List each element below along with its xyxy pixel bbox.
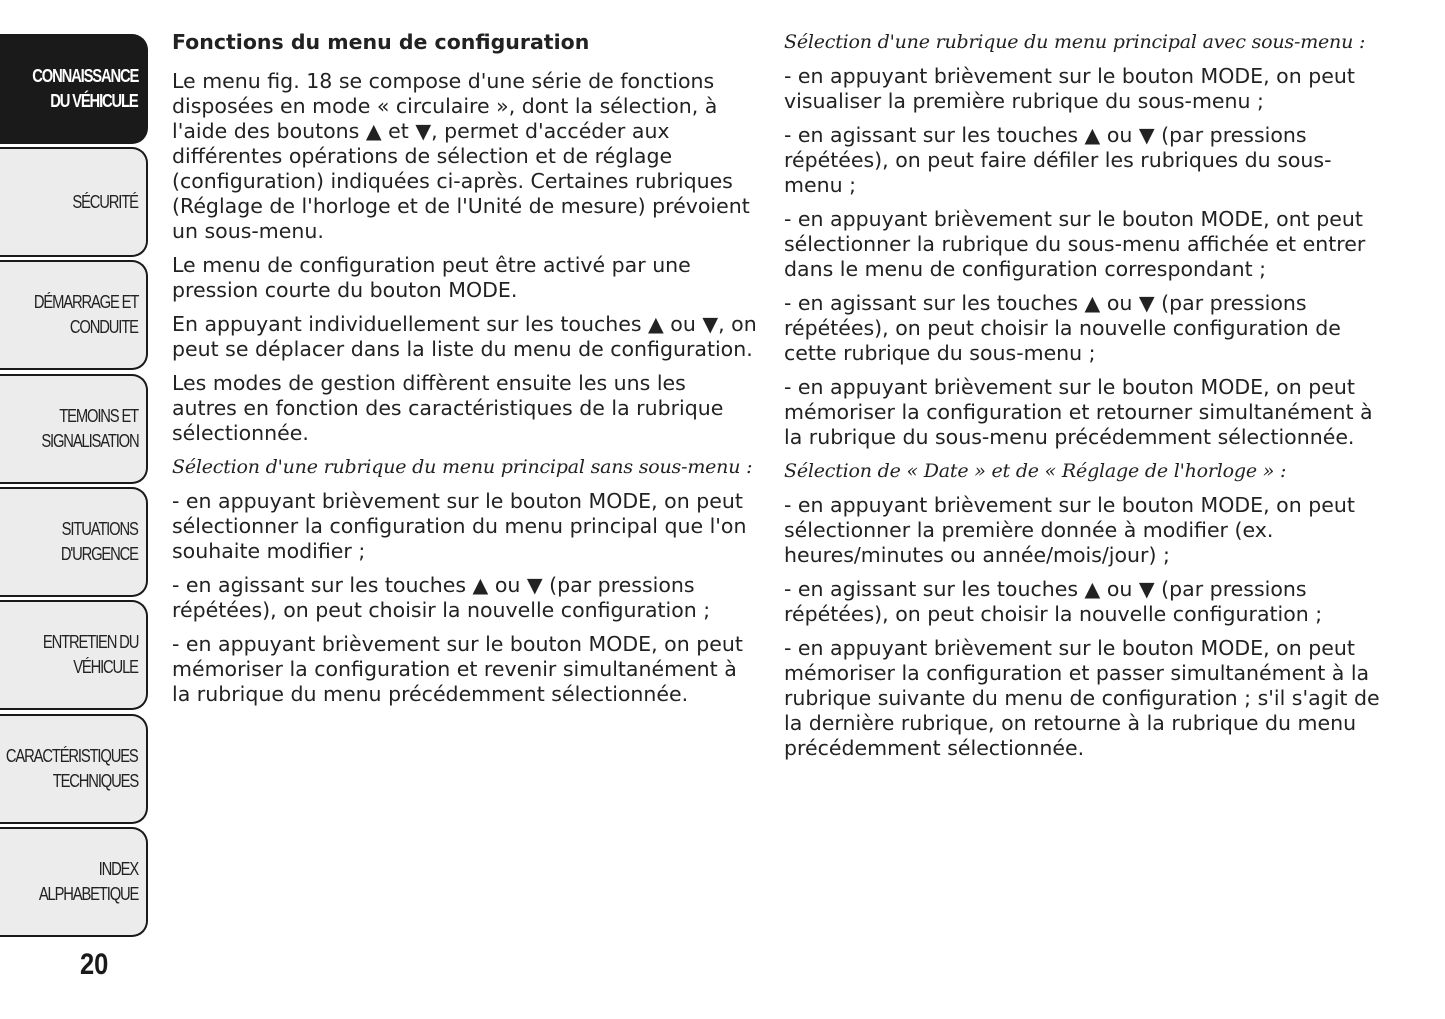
list-item: - en appuyant brièvement sur le bouton MODE, on peut sélectionner la configuration du menu principal que l'on souhaite modifier ; [172,489,747,563]
paragraph: Les modes de gestion diffèrent ensuite les uns les autres en fonction des caractéristiques de la rubrique sélectionnée. [172,371,724,445]
left-column [172,30,757,716]
list-item: - en agissant sur les touches ▲ ou ▼ (par pressions répétées), on peut faire défiler les rubriques du sous-menu ; [784,123,1332,197]
subsection-heading: Sélection d'une rubrique du menu principal sans sous-menu : [172,456,753,478]
list-item: - en agissant sur les touches ▲ ou ▼ (par pressions répétées), on peut choisir la nouvelle configuration ; [172,573,711,622]
tab-securite[interactable] [0,147,148,257]
tab-label-line2: ALPHABETIQUE [38,884,138,904]
subsection-heading: Sélection d'une rubrique du menu principal avec sous-menu : [784,31,1366,53]
tab-label-line1: TEMOINS ET [59,406,138,426]
list-item: - en appuyant brièvement sur le bouton MODE, on peut sélectionner la première donnée à modifier (ex. heures/minutes ou année/mois/jour) ; [784,493,1355,567]
tab-label-line1: DÉMARRAGE ET [33,292,138,312]
paragraph: Le menu fig. 18 se compose d'une série de fonctions disposées en mode « circulaire », dont la sélection, à l'aide des boutons ▲ et ▼, permet d'accéder aux différentes opérations de sélection et de réglage (configuration) indiquées ci-après. Certaines rubriques (Réglage de l'horloge et de l'Unité de mesure) prévoient un sous-menu. [172,69,750,243]
tab-label-line1: SITUATIONS [61,519,138,539]
tab-label-line2: D'URGENCE [61,544,138,564]
tab-situations-d-urgence[interactable] [0,487,148,597]
tab-label-line1: CARACTÉRISTIQUES [6,746,138,766]
list-item: - en agissant sur les touches ▲ ou ▼ (par pressions répétées), on peut choisir la nouvelle configuration de cette rubrique du sous-menu ; [784,291,1341,365]
tab-label-line1: CONNAISSANCE [32,66,138,86]
tab-label-line1: SÉCURITÉ [72,191,138,212]
list-item: - en appuyant brièvement sur le bouton MODE, ont peut sélectionner la rubrique du sous-menu affichée et entrer dans le menu de configuration correspondant ; [784,207,1366,281]
tab-caracteristiques-techniques[interactable] [0,714,148,824]
list-item: - en appuyant brièvement sur le bouton MODE, on peut visualiser la première rubrique du sous-menu ; [784,64,1355,113]
tab-label-line2: VÉHICULE [73,657,138,677]
list-item: - en agissant sur les touches ▲ ou ▼ (par pressions répétées), on peut choisir la nouvelle configuration ; [784,577,1323,626]
tab-label-line2: DU VÉHICULE [50,91,138,111]
paragraph: En appuyant individuellement sur les touches ▲ ou ▼, on peut se déplacer dans la liste du menu de configuration. [172,312,757,361]
tab-label-line2: SIGNALISATION [40,431,138,451]
list-item: - en appuyant brièvement sur le bouton MODE, on peut mémoriser la configuration et passer simultanément à la rubrique suivante du menu de configuration ; s'il s'agit de la dernière rubrique, on retourne à la rubrique du menu précédemment sélectionnée. [784,636,1380,760]
tab-label-line1: ENTRETIEN DU [42,632,138,652]
tab-temoins-et-signalisation[interactable] [0,374,148,484]
list-item: - en appuyant brièvement sur le bouton MODE, on peut mémoriser la configuration et revenir simultanément à la rubrique du menu précédemment sélectionnée. [172,632,743,706]
page-number: 20 [80,948,109,981]
subsection-heading: Sélection de « Date » et de « Réglage de l'horloge » : [784,460,1287,482]
tab-label-line2: TECHNIQUES [52,771,138,791]
list-item: - en appuyant brièvement sur le bouton MODE, on peut mémoriser la configuration et retourner simultanément à la rubrique du sous-menu précédemment sélectionnée. [784,375,1373,449]
tab-connaissance-du-vehicule[interactable] [0,34,148,144]
right-column [784,30,1384,770]
tab-entretien-du-vehicule[interactable] [0,600,148,710]
tab-demarrage-et-conduite[interactable] [0,260,148,370]
tab-label-line1: INDEX [98,859,138,879]
tab-index-alphabetique[interactable] [0,827,148,937]
section-heading: Fonctions du menu de configuration [172,30,590,54]
paragraph: Le menu de configuration peut être activé par une pression courte du bouton MODE. [172,253,691,302]
tab-label-line2: CONDUITE [70,317,138,337]
